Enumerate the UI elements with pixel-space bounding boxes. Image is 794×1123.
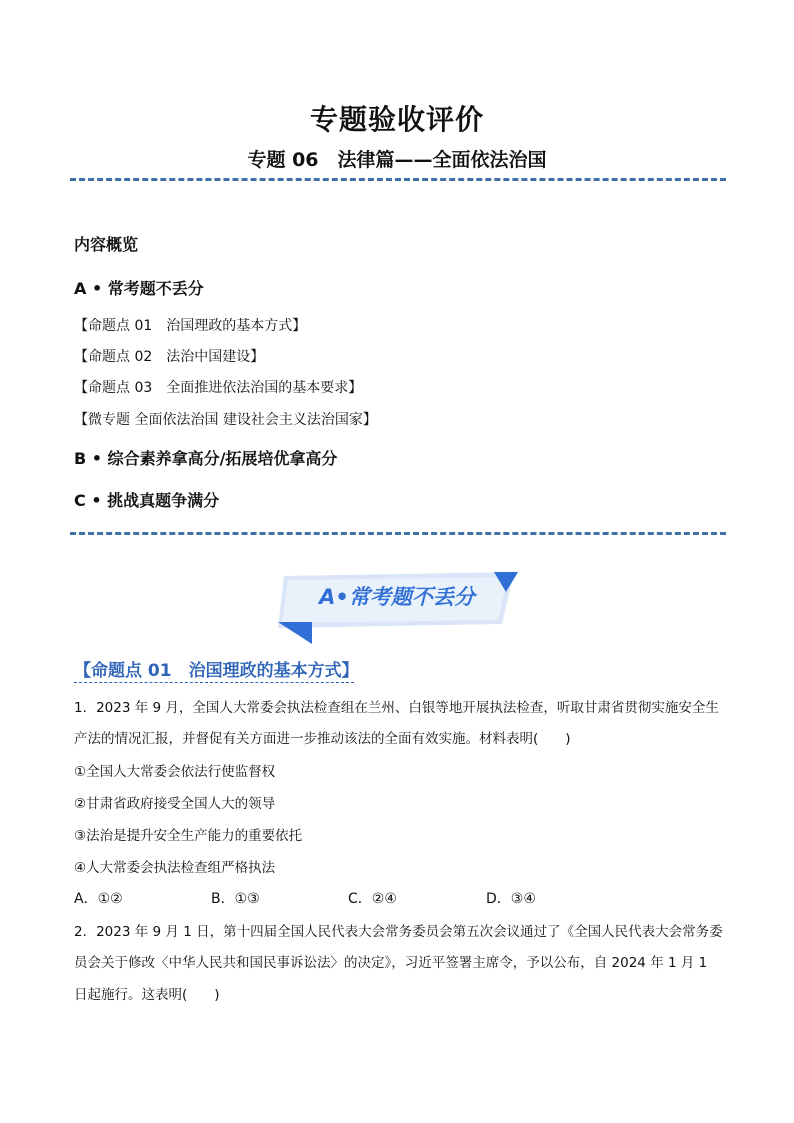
overview-section-a: A • 常考题不丢分 bbox=[74, 279, 204, 298]
overview-section-c: C • 挑战真题争满分 bbox=[74, 491, 220, 510]
question-1-line-2: 产法的情况汇报，并督促有关方面进一步推动该法的全面有效实施。材料表明( ) bbox=[74, 731, 571, 747]
question-2-line-2: 员会关于修改〈中华人民共和国民事诉讼法〉的决定》，习近平签署主席令，予以公布，自 2024 年 1 月 1 bbox=[74, 955, 708, 971]
statement: ②甘肃省政府接受全国人大的领导 bbox=[74, 796, 276, 812]
point-heading: 【命题点 01 治国理政的基本方式】 bbox=[74, 661, 359, 681]
option-b: B．①③ bbox=[211, 891, 260, 907]
toc-item: 【微专题 全面依法治国 建设社会主义法治国家】 bbox=[74, 412, 377, 428]
overview-heading: 内容概览 bbox=[74, 235, 139, 254]
page-subtitle: 专题 06 法律篇——全面依法治国 bbox=[247, 149, 547, 171]
toc-item: 【命题点 01 治国理政的基本方式】 bbox=[74, 318, 307, 334]
question-2-line-1: 2．2023 年 9 月 1 日，第十四届全国人民代表大会常务委员会第五次会议通过了《全国人民代表大会常务委 bbox=[74, 924, 723, 940]
toc-item: 【命题点 02 法治中国建设】 bbox=[74, 349, 265, 365]
statement: ①全国人大常委会依法行使监督权 bbox=[74, 764, 276, 780]
toc-item: 【命题点 03 全面推进依法治国的基本要求】 bbox=[74, 380, 363, 396]
statement: ③法治是提升安全生产能力的重要依托 bbox=[74, 828, 303, 844]
page-title: 专题验收评价 bbox=[309, 103, 484, 136]
question-1-line-1: 1．2023 年 9 月，全国人大常委会执法检查组在兰州、白银等地开展执法检查，听取甘肃省贯彻实施安全生 bbox=[74, 700, 719, 716]
point-heading-underline bbox=[74, 682, 354, 683]
banner-label: A•常考题不丢分 bbox=[319, 585, 475, 609]
divider-top bbox=[70, 178, 726, 181]
option-c: C．②④ bbox=[348, 891, 397, 907]
overview-section-b: B • 综合素养拿高分/拓展培优拿高分 bbox=[74, 449, 338, 468]
section-banner bbox=[276, 570, 518, 644]
option-a: A．①② bbox=[74, 891, 123, 907]
divider-bottom bbox=[70, 532, 726, 535]
statement: ④人大常委会执法检查组严格执法 bbox=[74, 860, 276, 876]
question-2-line-3: 日起施行。这表明( ) bbox=[74, 987, 220, 1003]
option-d: D．③④ bbox=[486, 891, 536, 907]
